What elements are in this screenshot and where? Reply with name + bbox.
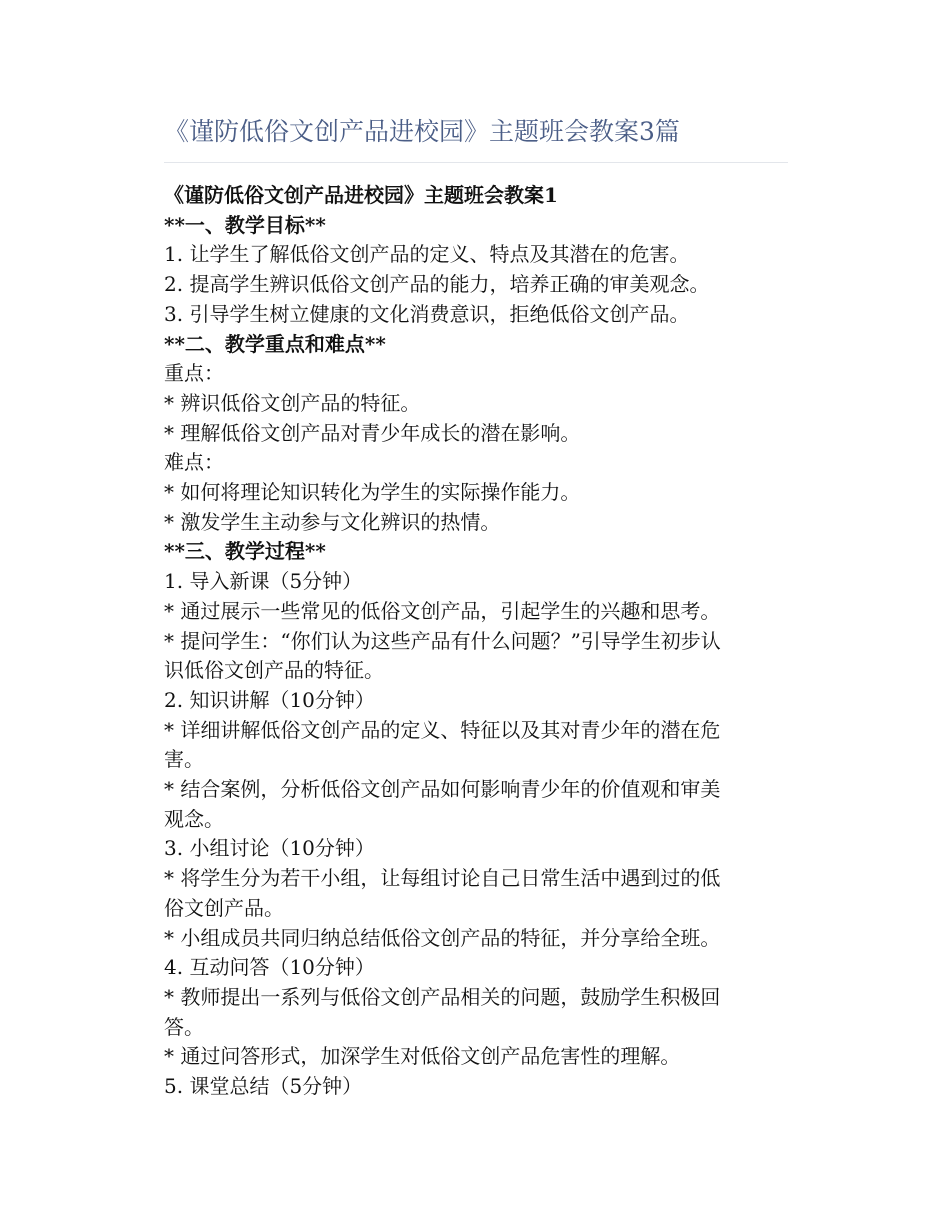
body-line: 1. 让学生了解低俗文创产品的定义、特点及其潜在的危害。: [164, 242, 690, 267]
body-line: 难点：: [164, 450, 224, 475]
document-title: 《谨防低俗文创产品进校园》主题班会教案3篇: [164, 108, 788, 163]
body-line: 3. 引导学生树立健康的文化消费意识，拒绝低俗文创产品。: [164, 301, 690, 326]
body-line: * 教师提出一系列与低俗文创产品相关的问题，鼓励学生积极回: [164, 984, 721, 1009]
body-line: 识低俗文创产品的特征。: [164, 658, 384, 683]
body-line: * 通过展示一些常见的低俗文创产品，引起学生的兴趣和思考。: [164, 598, 721, 623]
body-line: * 将学生分为若干小组，让每组讨论自己日常生活中遇到过的低: [164, 866, 721, 891]
body-line: 3. 小组讨论（10分钟）: [164, 836, 375, 861]
body-line: * 通过问答形式，加深学生对低俗文创产品危害性的理解。: [164, 1044, 681, 1069]
body-line: * 理解低俗文创产品对青少年成长的潜在影响。: [164, 420, 581, 445]
section-heading: **二、教学重点和难点**: [164, 331, 386, 356]
body-line: 俗文创产品。: [164, 895, 284, 920]
body-line: 4. 互动问答（10分钟）: [164, 955, 375, 980]
body-line: 观念。: [164, 806, 224, 831]
section-heading: **一、教学目标**: [164, 212, 326, 237]
body-line: * 结合案例，分析低俗文创产品如何影响青少年的价值观和审美: [164, 777, 721, 802]
body-line: * 提问学生：“你们认为这些产品有什么问题？”引导学生初步认: [164, 628, 721, 653]
body-line: 5. 课堂总结（5分钟）: [164, 1074, 363, 1099]
body-line: 害。: [164, 747, 204, 772]
body-line: 答。: [164, 1014, 204, 1039]
body-line: * 激发学生主动参与文化辨识的热情。: [164, 509, 501, 534]
body-line: * 如何将理论知识转化为学生的实际操作能力。: [164, 480, 581, 505]
section-heading: 《谨防低俗文创产品进校园》主题班会教案1: [164, 183, 558, 207]
document-page: [164, 108, 788, 1102]
document-body: [164, 181, 788, 1102]
section-heading: **三、教学过程**: [164, 539, 326, 564]
body-line: 1. 导入新课（5分钟）: [164, 569, 363, 594]
body-line: * 详细讲解低俗文创产品的定义、特征以及其对青少年的潜在危: [164, 717, 721, 742]
body-line: 2. 提高学生辨识低俗文创产品的能力，培养正确的审美观念。: [164, 272, 710, 297]
body-line: 重点：: [164, 361, 224, 386]
body-line: * 小组成员共同归纳总结低俗文创产品的特征，并分享给全班。: [164, 925, 721, 950]
body-line: 2. 知识讲解（10分钟）: [164, 687, 375, 712]
body-line: * 辨识低俗文创产品的特征。: [164, 390, 421, 415]
